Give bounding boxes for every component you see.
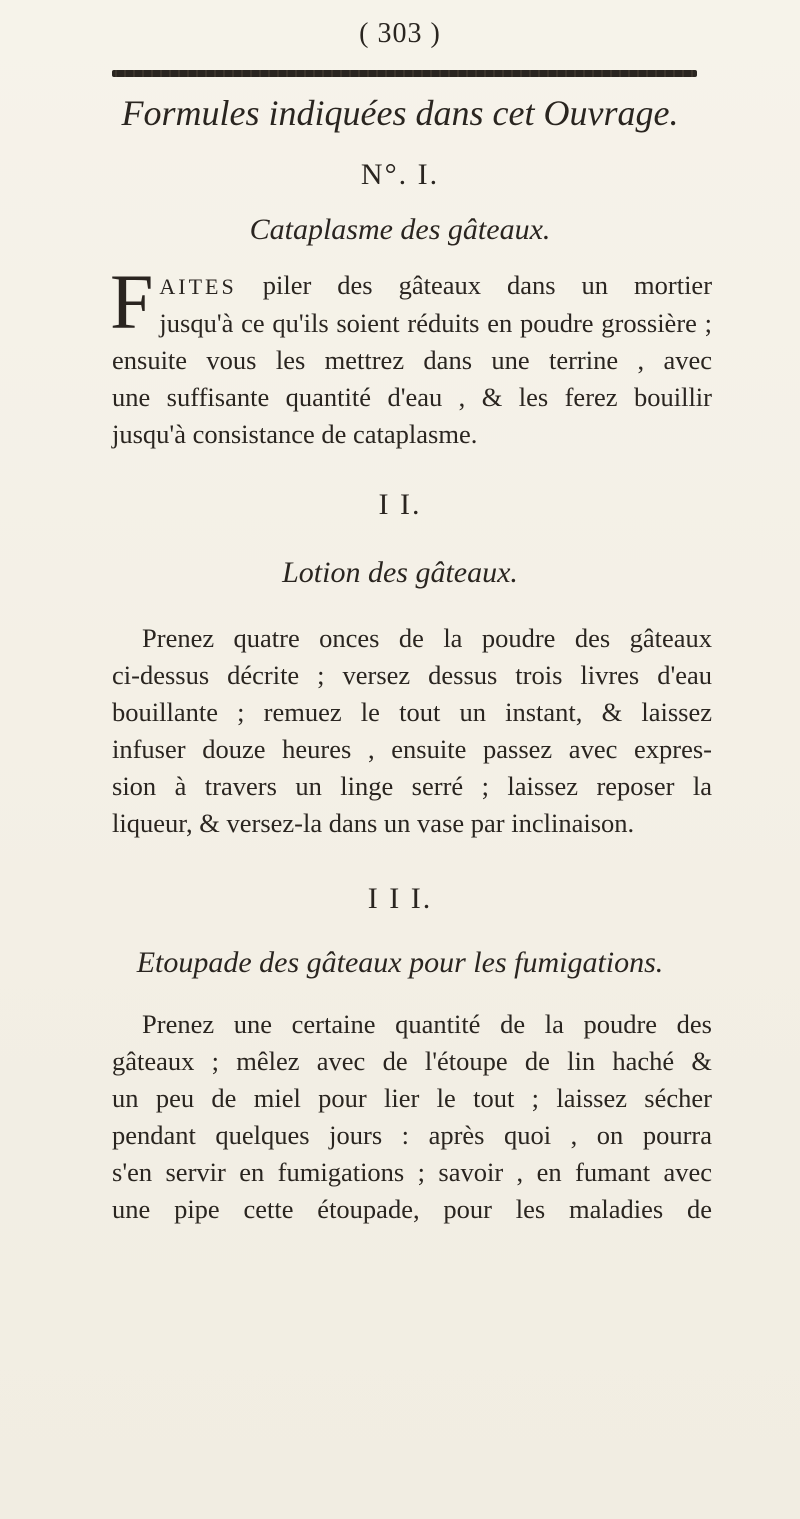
section-2-line-3: bouillante ; remuez le tout un instant, & laissez	[112, 697, 712, 727]
section-1-heading: Cataplasme des gâteaux.	[249, 213, 551, 246]
section-1-number: N°. I.	[360, 158, 440, 191]
section-1-line-2: jusqu'à ce qu'ils soient réduits en poudre grossière ;	[159, 308, 712, 338]
section-3-line-5: s'en servir en fumigations ; savoir , en fumant avec	[112, 1157, 712, 1187]
section-3-line-1: Prenez une certaine quantité de la poudre des	[142, 1009, 712, 1039]
section-2-heading: Lotion des gâteaux.	[282, 556, 518, 589]
section-2-line-5: sion à travers un linge serré ; laissez reposer la	[112, 771, 712, 801]
section-2-line-1: Prenez quatre onces de la poudre des gâteaux	[142, 623, 712, 653]
section-3-line-6: une pipe cette étoupade, pour les maladies de	[112, 1194, 712, 1224]
section-1-line-5: jusqu'à consistance de cataplasme.	[112, 419, 478, 449]
page-number: ( 303 )	[359, 18, 441, 49]
section-3-line-2: gâteaux ; mêlez avec de l'étoupe de lin haché &	[112, 1046, 712, 1076]
first-word-rest: AITES	[159, 274, 237, 299]
drop-cap: F	[110, 258, 154, 345]
section-3-line-3: un peu de miel pour lier le tout ; laissez sécher	[112, 1083, 712, 1113]
section-3-line-4: pendant quelques jours : après quoi , on pourra	[112, 1120, 712, 1150]
section-1-text	[110, 258, 713, 453]
section-2-line-2: ci-dessus décrite ; versez dessus trois livres d'eau	[112, 660, 712, 690]
section-1-line-4: une suffisante quantité d'eau , & les ferez bouillir	[112, 382, 712, 412]
page-title: Formules indiquées dans cet Ouvrage.	[121, 93, 679, 133]
section-3-number: I I I.	[367, 882, 433, 915]
section-2-number: I I.	[378, 488, 422, 521]
section-2-line-6: liqueur, & versez-la dans un vase par inclinaison.	[112, 808, 635, 838]
section-1-line-1: FAITES piler des gâteaux dans un mortier	[110, 258, 713, 345]
section-3-heading: Etoupade des gâteaux pour les fumigations.	[136, 946, 664, 979]
header-rule	[112, 70, 697, 77]
section-3-text	[112, 1006, 712, 1228]
section-1-line-3: ensuite vous les mettrez dans une terrine , avec	[112, 345, 712, 375]
section-2-line-4: infuser douze heures , ensuite passez avec expres-	[112, 734, 712, 764]
section-2-text	[112, 620, 712, 842]
